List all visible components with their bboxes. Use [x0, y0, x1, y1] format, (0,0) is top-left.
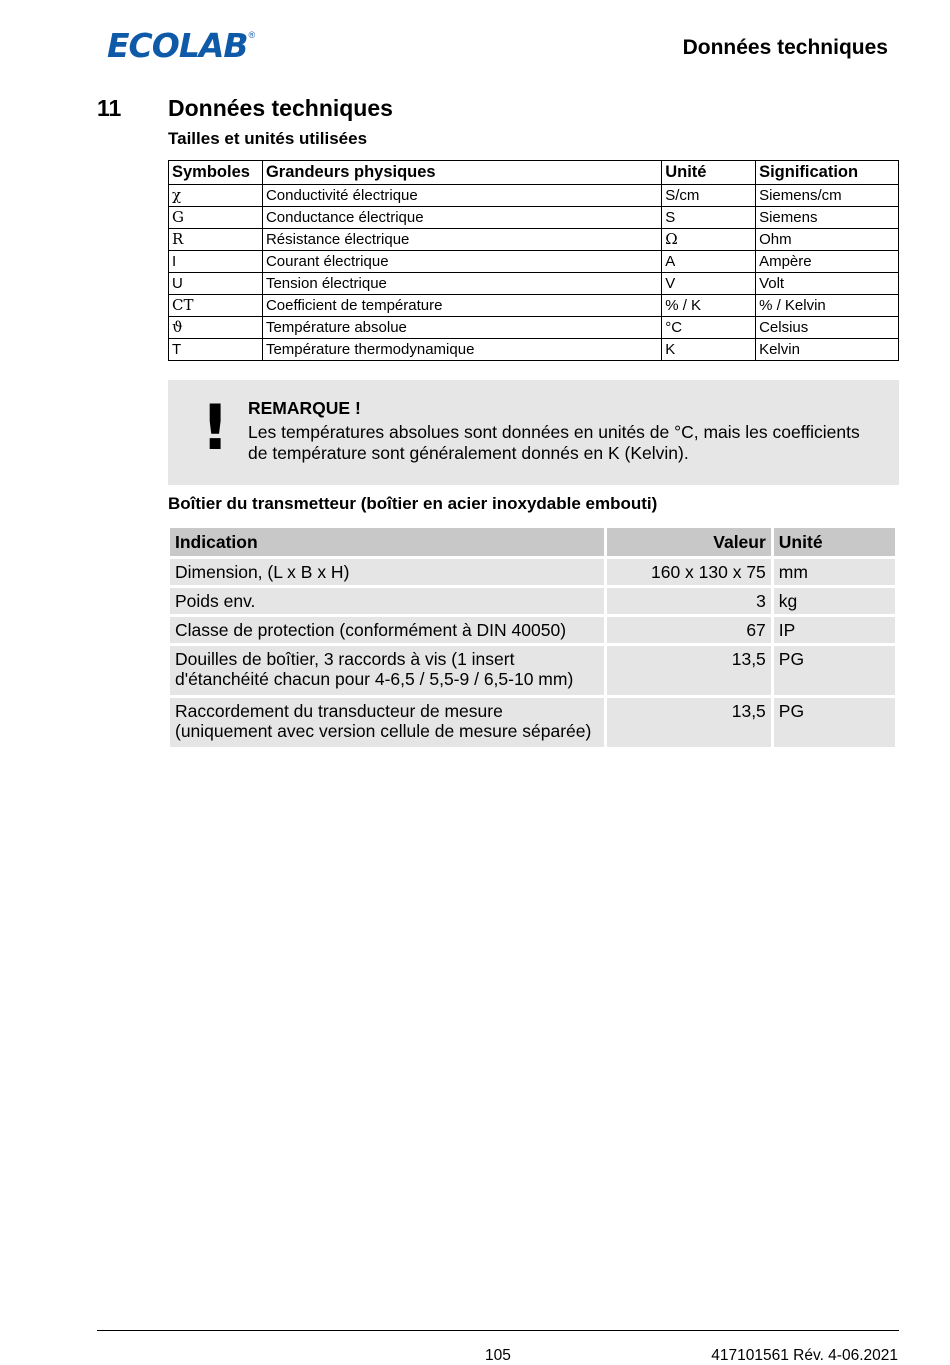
quantity-cell: Tension électrique: [262, 273, 661, 295]
meaning-cell: % / Kelvin: [756, 295, 899, 317]
column-header: Signification: [756, 161, 899, 185]
meaning-cell: Celsius: [756, 317, 899, 339]
unit-cell: IP: [774, 617, 895, 643]
unit-cell: °C: [662, 317, 756, 339]
unit-cell: S: [662, 207, 756, 229]
column-header: Valeur: [607, 528, 771, 556]
header-title: Données techniques: [682, 36, 888, 59]
value-cell: 160 x 130 x 75: [607, 559, 771, 585]
symbol-cell: CT: [169, 295, 263, 317]
housing-table-heading: Boîtier du transmetteur (boîtier en acier inoxydable embouti): [168, 494, 658, 513]
quantity-cell: Résistance électrique: [262, 229, 661, 251]
unit-cell: Ω: [662, 229, 756, 251]
table-row: [169, 207, 899, 229]
logo-text: ECOLAB: [107, 25, 248, 65]
section-number: 11: [97, 95, 122, 121]
table-row: [170, 588, 895, 614]
column-header: Grandeurs physiques: [262, 161, 661, 185]
meaning-cell: Volt: [756, 273, 899, 295]
unit-cell: kg: [774, 588, 895, 614]
quantity-cell: Conductance électrique: [262, 207, 661, 229]
quantity-cell: Conductivité électrique: [262, 185, 661, 207]
value-cell: 67: [607, 617, 771, 643]
quantity-cell: Coefficient de température: [262, 295, 661, 317]
symbol-cell: T: [169, 339, 263, 361]
note-text: Les températures absolues sont données en unités de °C, mais les coefficients de température sont généralement donnés en K (Kelvin).: [248, 422, 860, 463]
indication-cell: Dimension, (L x B x H): [170, 559, 604, 585]
quantity-cell: Courant électrique: [262, 251, 661, 273]
footer-divider: [97, 1330, 899, 1331]
table-row: [169, 295, 899, 317]
indication-cell: Douilles de boîtier, 3 raccords à vis (1 insert d'étanchéité chacun pour 4-6,5 / 5,5-9 / 6,5-10 mm): [170, 646, 604, 695]
table-row: [169, 229, 899, 251]
ecolab-logo: [107, 25, 256, 65]
document-reference: 417101561 Rév. 4-06.2021: [711, 1347, 898, 1364]
symbol-cell: ϑ: [169, 317, 263, 339]
column-header: Indication: [170, 528, 604, 556]
unit-cell: % / K: [662, 295, 756, 317]
table-row: [169, 339, 899, 361]
note-box: [168, 380, 899, 485]
unit-cell: PG: [774, 698, 895, 747]
table-row: [170, 698, 895, 747]
value-cell: 13,5: [607, 646, 771, 695]
column-header: Symboles: [169, 161, 263, 185]
symbol-cell: G: [169, 207, 263, 229]
table-header-row: [170, 528, 895, 556]
exclamation-icon: !: [201, 391, 230, 464]
symbol-cell: U: [169, 273, 263, 295]
meaning-cell: Ampère: [756, 251, 899, 273]
indication-cell: Raccordement du transducteur de mesure (uniquement avec version cellule de mesure séparée): [170, 698, 604, 747]
meaning-cell: Siemens/cm: [756, 185, 899, 207]
symbol-cell: I: [169, 251, 263, 273]
table-row: [169, 185, 899, 207]
unit-cell: mm: [774, 559, 895, 585]
quantity-cell: Température absolue: [262, 317, 661, 339]
note-title: REMARQUE !: [248, 398, 361, 418]
table-header-row: [169, 161, 899, 185]
registered-mark: ®: [248, 30, 256, 40]
units-table-heading: Tailles et unités utilisées: [168, 129, 368, 148]
unit-cell: PG: [774, 646, 895, 695]
value-cell: 3: [607, 588, 771, 614]
units-table: [168, 160, 899, 361]
column-header: Unité: [774, 528, 895, 556]
meaning-cell: Kelvin: [756, 339, 899, 361]
housing-table: [167, 525, 898, 750]
meaning-cell: Siemens: [756, 207, 899, 229]
symbol-cell: χ: [169, 185, 263, 207]
unit-cell: K: [662, 339, 756, 361]
indication-cell: Poids env.: [170, 588, 604, 614]
unit-cell: V: [662, 273, 756, 295]
table-row: [170, 646, 895, 695]
page-number: 105: [485, 1347, 511, 1364]
indication-cell: Classe de protection (conformément à DIN 40050): [170, 617, 604, 643]
table-row: [169, 251, 899, 273]
meaning-cell: Ohm: [756, 229, 899, 251]
unit-cell: S/cm: [662, 185, 756, 207]
table-row: [169, 273, 899, 295]
value-cell: 13,5: [607, 698, 771, 747]
column-header: Unité: [662, 161, 756, 185]
section-title: Données techniques: [168, 95, 393, 121]
unit-cell: A: [662, 251, 756, 273]
quantity-cell: Température thermodynamique: [262, 339, 661, 361]
table-row: [170, 559, 895, 585]
symbol-cell: R: [169, 229, 263, 251]
table-row: [169, 317, 899, 339]
table-row: [170, 617, 895, 643]
